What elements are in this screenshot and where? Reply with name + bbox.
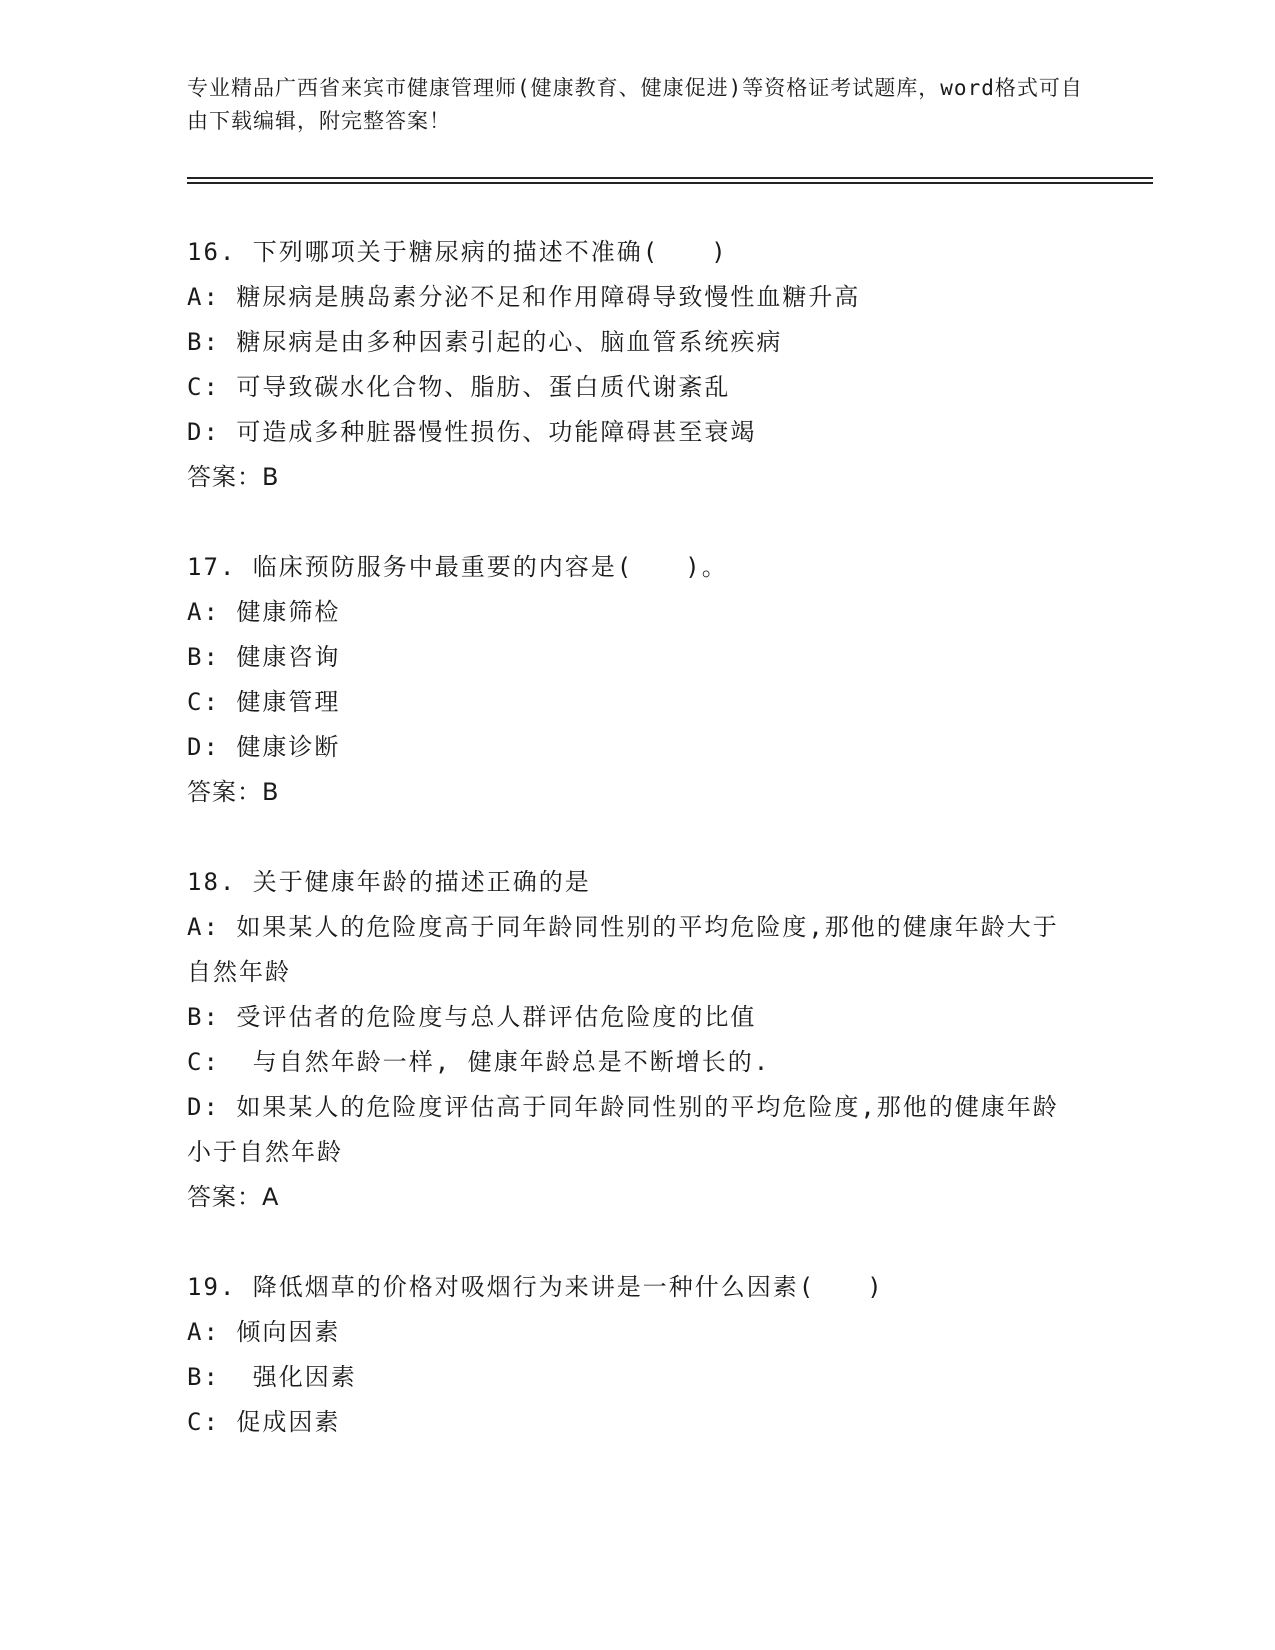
option-b: B: 受评估者的危险度与总人群评估危险度的比值 xyxy=(187,1003,757,1031)
question-16 xyxy=(187,230,1067,500)
option-b: B: 糖尿病是由多种因素引起的心、脑血管系统疾病 xyxy=(187,328,783,356)
option-c: C: 健康管理 xyxy=(187,688,341,716)
option-a: A: 倾向因素 xyxy=(187,1318,341,1346)
answer-label: 答案：A xyxy=(187,1183,280,1211)
option-a: A: 糖尿病是胰岛素分泌不足和作用障碍导致慢性血糖升高 xyxy=(187,283,861,311)
header-divider-top xyxy=(187,177,1153,179)
question-stem: 17. 临床预防服务中最重要的内容是( )。 xyxy=(187,553,728,581)
option-c: C: 与自然年龄一样, 健康年龄总是不断增长的. xyxy=(187,1048,771,1076)
question-19 xyxy=(187,1265,1067,1445)
document-header: 专业精品广西省来宾市健康管理师(健康教育、健康促进)等资格证考试题库，word格式可自由下载编辑，附完整答案！ xyxy=(187,76,1083,133)
answer-label: 答案：B xyxy=(187,463,280,491)
option-c: C: 可导致碳水化合物、脂肪、蛋白质代谢紊乱 xyxy=(187,373,731,401)
question-stem: 18. 关于健康年龄的描述正确的是 xyxy=(187,868,591,896)
question-18 xyxy=(187,860,1067,1220)
question-stem: 19. 降低烟草的价格对吸烟行为来讲是一种什么因素( ) xyxy=(187,1273,884,1301)
question-17 xyxy=(187,545,1067,815)
option-b: B: 健康咨询 xyxy=(187,643,341,671)
header-divider-bottom xyxy=(187,182,1153,184)
option-d: D: 可造成多种脏器慢性损伤、功能障碍甚至衰竭 xyxy=(187,418,757,446)
option-a: A: 健康筛检 xyxy=(187,598,341,626)
question-stem: 16. 下列哪项关于糖尿病的描述不准确( ) xyxy=(187,238,728,266)
option-c: C: 促成因素 xyxy=(187,1408,341,1436)
option-a: A: 如果某人的危险度高于同年龄同性别的平均危险度,那他的健康年龄大于自然年龄 xyxy=(187,913,1059,986)
answer-label: 答案：B xyxy=(187,778,280,806)
option-d: D: 健康诊断 xyxy=(187,733,341,761)
option-b: B: 强化因素 xyxy=(187,1363,357,1391)
option-d: D: 如果某人的危险度评估高于同年龄同性别的平均危险度,那他的健康年龄小于自然年龄 xyxy=(187,1093,1059,1166)
